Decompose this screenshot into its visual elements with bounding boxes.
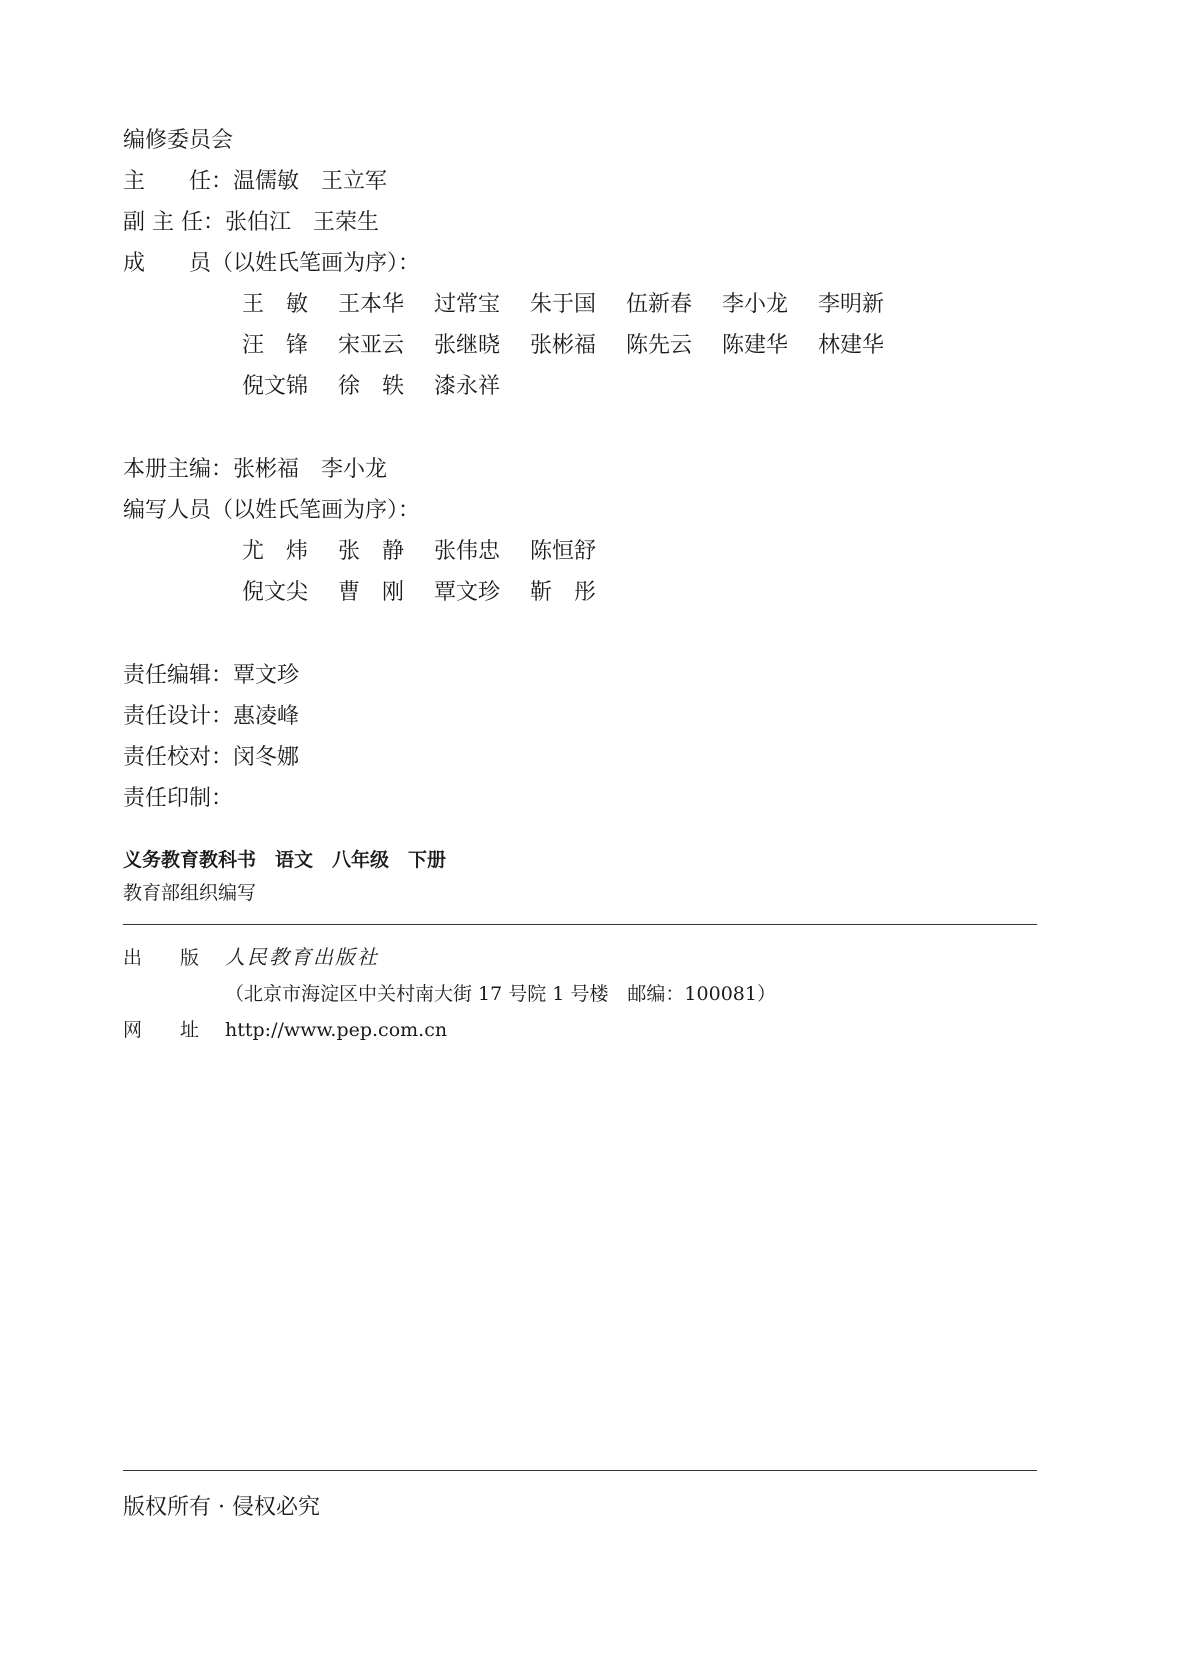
responsible-editor-name: 覃文珍 [233,663,300,688]
member-name: 漆永祥 [434,374,501,399]
writers-row-1 [242,537,626,567]
responsible-proof-line [123,743,299,773]
deputy-label: 副 主 任： [123,210,225,235]
responsible-proof-name: 闵冬娜 [233,745,300,770]
publisher-address: （北京市海淀区中关村南大街 17 号院 1 号楼 邮编：100081） [225,983,776,1005]
writer-name: 陈恒舒 [530,539,597,564]
responsible-design-line [123,702,299,732]
member-name: 李明新 [818,292,885,317]
member-name: 朱于国 [530,292,597,317]
members-row-3 [242,372,530,402]
book-title: 义务教育教科书 语文 八年级 下册 [123,849,447,871]
member-name: 陈建华 [722,333,789,358]
writers-row-2 [242,578,626,608]
member-name: 宋亚云 [338,333,405,358]
writer-name: 尤 炜 [242,539,309,564]
divider-top [123,924,1037,925]
committee-title: 编修委员会 [123,128,234,153]
member-name: 张继晓 [434,333,501,358]
responsible-print-line [123,784,233,814]
writer-name: 张伟忠 [434,539,501,564]
members-label: 成 员（以姓氏笔画为序）： [123,251,421,276]
member-name: 徐 轶 [338,374,405,399]
publisher-logo: 人民教育出版社 [225,945,379,969]
member-name: 李小龙 [722,292,789,317]
members-row-1 [242,290,914,320]
publish-label: 出 版 [123,947,200,969]
member-name: 过常宝 [434,292,501,317]
member-name: 陈先云 [626,333,693,358]
responsible-design-label: 责任设计： [123,704,234,729]
chief-editor-names: 张彬福 李小龙 [233,457,388,482]
director-line [123,167,387,197]
writer-name: 覃文珍 [434,580,501,605]
writer-name: 倪文尖 [242,580,309,605]
responsible-print-label: 责任印制： [123,786,234,811]
deputy-names: 张伯江 王荣生 [225,210,380,235]
responsible-proof-label: 责任校对： [123,745,234,770]
director-label: 主 任： [123,169,234,194]
members-row-2 [242,331,914,361]
book-compiler: 教育部组织编写 [123,882,257,904]
divider-bottom [123,1470,1037,1471]
writers-label: 编写人员（以姓氏笔画为序）： [123,498,421,523]
member-name: 张彬福 [530,333,597,358]
deputy-line [123,208,379,238]
member-name: 王本华 [338,292,405,317]
responsible-design-name: 惠凌峰 [233,704,300,729]
responsible-editor-label: 责任编辑： [123,663,234,688]
writer-name: 曹 刚 [338,580,405,605]
responsible-editor-line [123,661,299,691]
member-name: 王 敏 [242,292,309,317]
website-label: 网 址 [123,1019,200,1041]
member-name: 伍新春 [626,292,693,317]
member-name: 倪文锦 [242,374,309,399]
writer-name: 张 静 [338,539,405,564]
member-name: 林建华 [818,333,885,358]
website-link[interactable]: http://www.pep.com.cn [225,1019,448,1041]
member-name: 汪 锋 [242,333,309,358]
copyright-notice: 版权所有 · 侵权必究 [123,1495,320,1520]
writer-name: 靳 彤 [530,580,597,605]
chief-editor-label: 本册主编： [123,457,234,482]
director-names: 温儒敏 王立军 [233,169,388,194]
chief-editor-line [123,455,387,485]
